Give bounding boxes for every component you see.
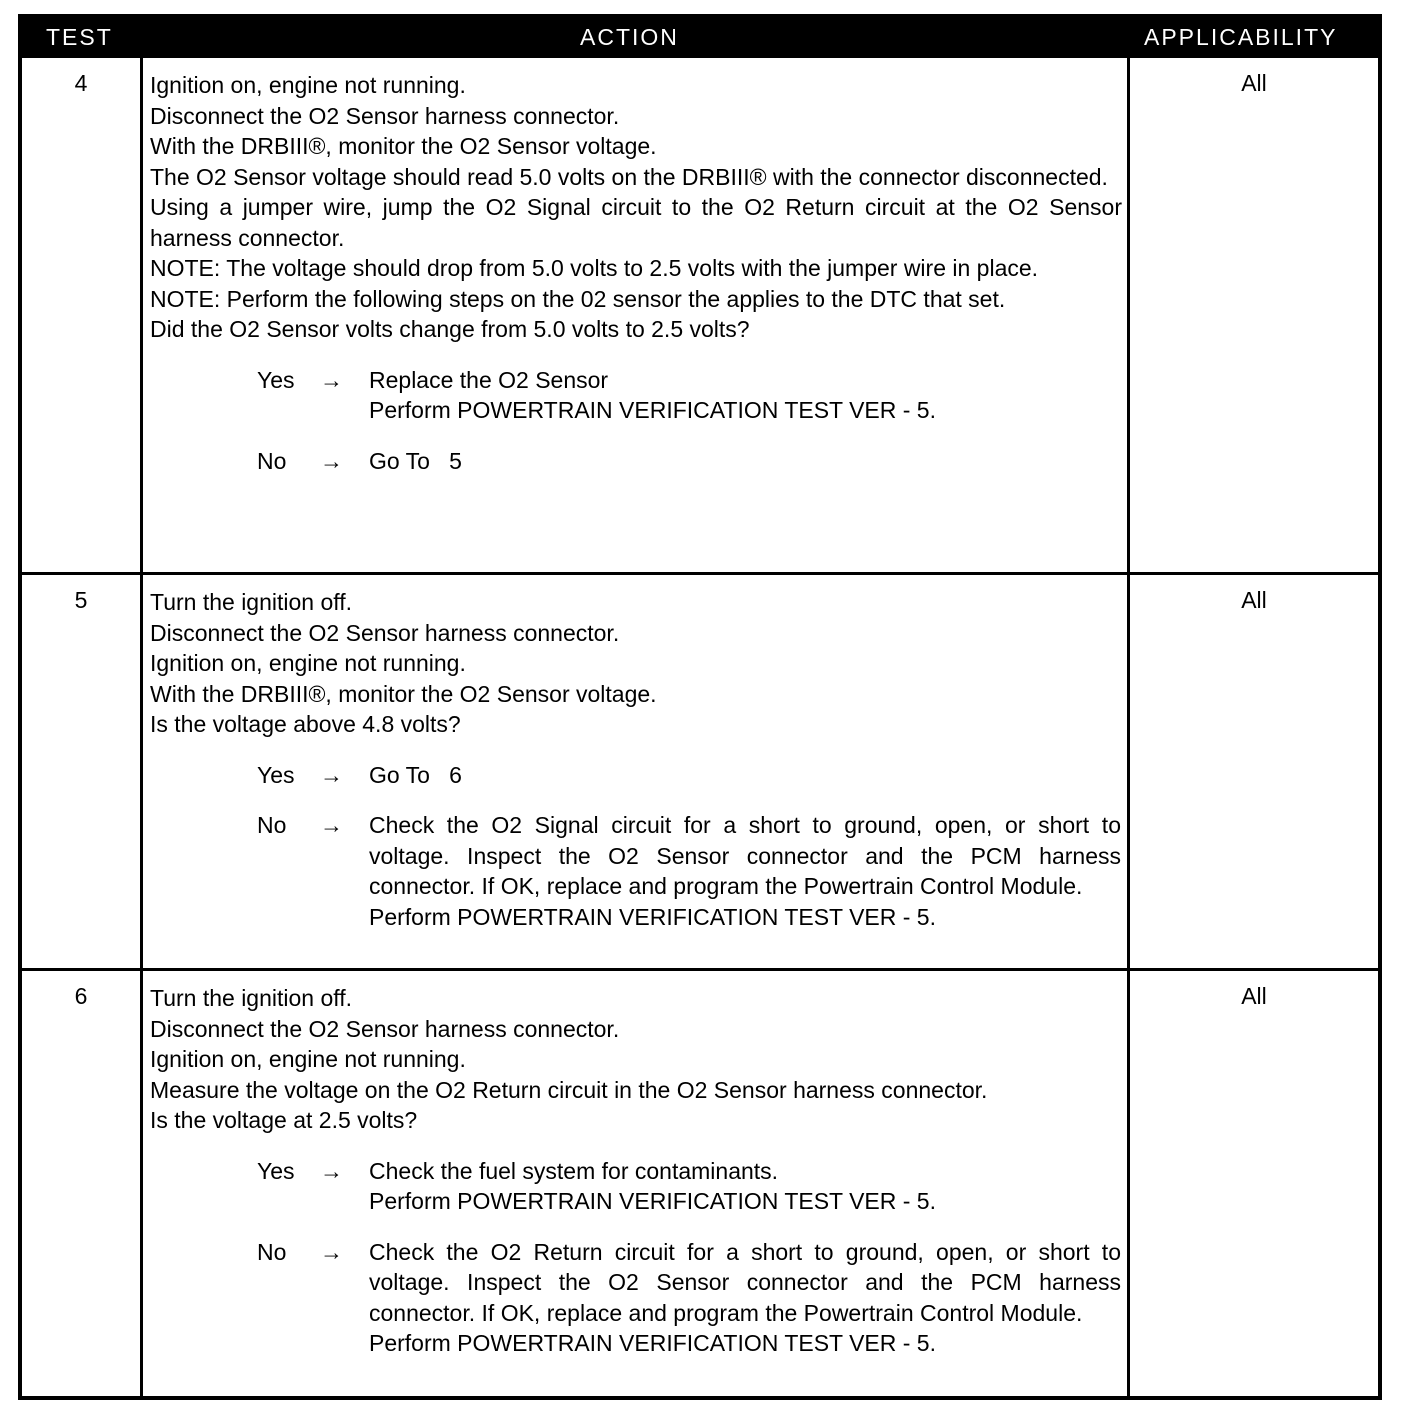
- table-row: [22, 575, 1378, 968]
- response-text: Replace the O2 Sensor: [369, 366, 609, 393]
- no-response: [150, 1237, 1122, 1359]
- step-text: Disconnect the O2 Sensor harness connector.: [150, 1015, 620, 1042]
- response-text: Perform POWERTRAIN VERIFICATION TEST VER - 5.: [369, 1330, 936, 1356]
- arrow-icon: →: [320, 447, 343, 474]
- arrow-icon: →: [320, 1157, 343, 1184]
- applicability-value: All: [1241, 983, 1267, 1009]
- yes-label: Yes: [257, 366, 295, 393]
- applicability-value: All: [1241, 587, 1267, 613]
- yes-response: [150, 1156, 1122, 1217]
- step-text: Is the voltage at 2.5 volts?: [150, 1107, 418, 1133]
- step-text: Measure the voltage on the O2 Return circuit in the O2 Sensor harness connector.: [150, 1076, 988, 1103]
- header-test: TEST: [46, 24, 113, 50]
- test-number: 5: [74, 587, 88, 613]
- step-text: Using a jumper wire, jump the O2 Signal circuit to the O2 Return circuit at the O2 Sensor harness connector.: [150, 194, 1122, 251]
- action-cell: [150, 983, 1122, 1359]
- response-text: Check the O2 Signal circuit for a short to ground, open, or short to voltage. Inspect the O2 Sensor connector and the PCM harness connector. If OK, replace and program the Powertrain Control Module.: [369, 812, 1121, 899]
- no-label: No: [257, 812, 287, 838]
- yes-response: [150, 365, 1122, 426]
- step-text: Disconnect the O2 Sensor harness connector.: [150, 619, 620, 646]
- step-text: Ignition on, engine not running.: [150, 1046, 466, 1072]
- yes-label: Yes: [257, 1157, 295, 1184]
- response-text: Perform POWERTRAIN VERIFICATION TEST VER - 5.: [369, 1188, 936, 1214]
- table-row: [22, 971, 1378, 1396]
- arrow-icon: →: [320, 1238, 343, 1265]
- step-text: Is the voltage above 4.8 volts?: [150, 711, 461, 737]
- step-text: Turn the ignition off.: [150, 589, 353, 615]
- test-number: 4: [74, 70, 88, 96]
- diagnostic-test-table: [18, 14, 1382, 1400]
- yes-response: [150, 760, 1122, 791]
- step-text: The O2 Sensor voltage should read 5.0 volts on the DRBIII® with the connector disconnected.: [150, 163, 1108, 190]
- step-text: Did the O2 Sensor volts change from 5.0 volts to 2.5 volts?: [150, 316, 750, 342]
- response-text: Check the O2 Return circuit for a short to ground, open, or short to voltage. Inspect the O2 Sensor connector and the PCM harness connector. If OK, replace and program the Powertrain Control Module.: [369, 1238, 1121, 1326]
- header-action: ACTION: [580, 24, 679, 50]
- test-number: 6: [74, 983, 88, 1009]
- step-text: With the DRBIII®, monitor the O2 Sensor voltage.: [150, 133, 657, 159]
- response-text: Check the fuel system for contaminants.: [369, 1157, 779, 1184]
- response-text: Go To 6: [369, 761, 462, 788]
- step-text: Ignition on, engine not running.: [150, 650, 466, 676]
- action-cell: [150, 587, 1122, 932]
- arrow-icon: →: [320, 366, 343, 393]
- response-text: Perform POWERTRAIN VERIFICATION TEST VER - 5.: [369, 903, 936, 930]
- response-text: Perform POWERTRAIN VERIFICATION TEST VER - 5.: [369, 397, 936, 423]
- step-text: NOTE: The voltage should drop from 5.0 volts to 2.5 volts with the jumper wire in place.: [150, 255, 1039, 281]
- response-text: Go To 5: [369, 447, 462, 474]
- step-text: NOTE: Perform the following steps on the 02 sensor the applies to the DTC that set.: [150, 285, 1006, 312]
- yes-label: Yes: [257, 761, 295, 788]
- no-label: No: [257, 1238, 287, 1265]
- step-text: Turn the ignition off.: [150, 985, 353, 1011]
- applicability-value: All: [1241, 70, 1267, 96]
- table-header: [22, 18, 1378, 58]
- step-text: With the DRBIII®, monitor the O2 Sensor voltage.: [150, 680, 657, 707]
- no-label: No: [257, 447, 287, 474]
- header-applicability: APPLICABILITY: [1144, 24, 1338, 50]
- step-text: Ignition on, engine not running.: [150, 72, 466, 98]
- action-cell: [150, 70, 1122, 476]
- arrow-icon: →: [320, 812, 343, 838]
- no-response: [150, 446, 1122, 477]
- arrow-icon: →: [320, 761, 343, 788]
- no-response: [150, 810, 1122, 932]
- table-row: [22, 58, 1378, 572]
- step-text: Disconnect the O2 Sensor harness connector.: [150, 102, 620, 129]
